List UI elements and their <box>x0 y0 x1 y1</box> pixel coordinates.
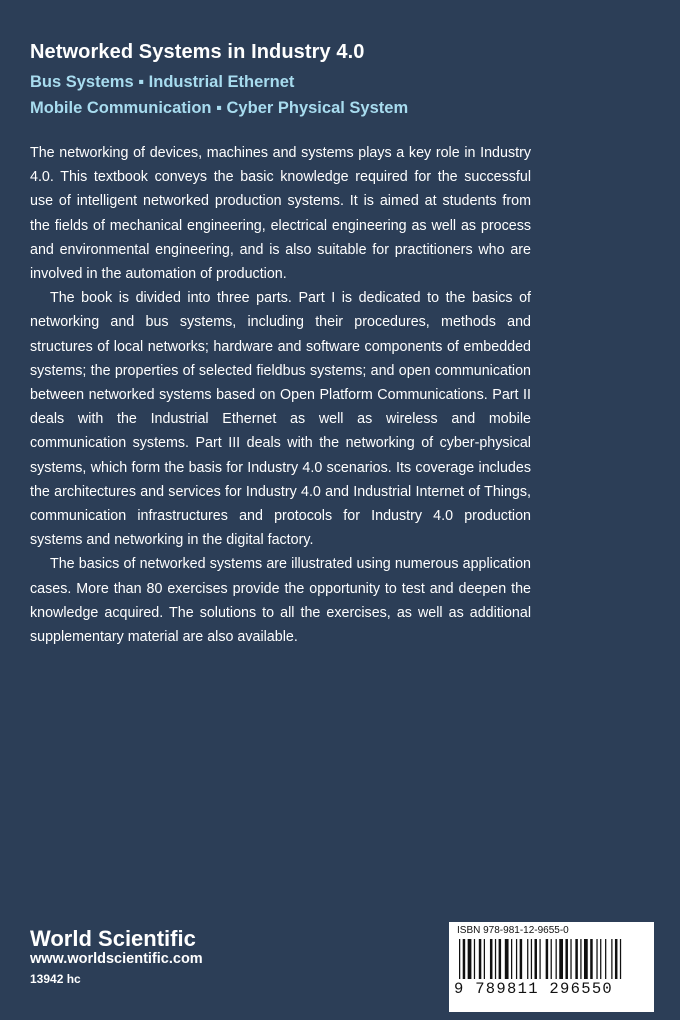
barcode-bar <box>559 939 563 979</box>
barcode-bar <box>580 939 581 979</box>
barcode-bar <box>468 939 472 979</box>
barcode-bar <box>516 939 517 979</box>
book-subtitle-line-1: Bus Systems ▪ Industrial Ethernet <box>30 73 295 91</box>
description-paragraph: The book is divided into three parts. Part I is dedicated to the basics of networking and bus systems, including their procedures, methods and structures of local networks; hardware and software components of embedded systems; the properties of selected fieldbus systems; and open communication between networked systems based on Open Platform Communications. Part II deals with the Industrial Ethernet as well as wireless and mobile communication systems. Part III deals with the networking of cyber-physical systems, which form the basis for Industry 4.0 scenarios. Its coverage includes the architectures and services for Industry 4.0 and Industrial Internet of Things, communication infrastructures and protocols for Industry 4.0 production systems and networking in the digital factory. <box>30 290 531 549</box>
product-code: 13942 hc <box>30 972 81 986</box>
barcode-bar <box>539 939 540 979</box>
barcode-bar <box>556 939 557 979</box>
book-subtitle-line-2: Mobile Communication ▪ Cyber Physical System <box>30 99 409 117</box>
barcode-bar <box>570 939 571 979</box>
description-paragraph: The basics of networked systems are illustrated using numerous application cases. More than 80 exercises provide the opportunity to test and deepen the knowledge acquired. The solutions to all the exercises, as well as additional supplementary material are also available. <box>30 556 531 646</box>
barcode-bar <box>551 939 552 979</box>
barcode-bar <box>565 939 568 979</box>
publisher-website: www.worldscientific.com <box>30 951 203 967</box>
barcode-bar <box>463 939 466 979</box>
barcode-bar <box>546 939 549 979</box>
barcode-bar <box>596 939 597 979</box>
barcode-bar <box>620 939 621 979</box>
barcode-bar <box>584 939 588 979</box>
barcode-bar <box>535 939 538 979</box>
barcode-bar <box>527 939 528 979</box>
barcode-bar <box>575 939 578 979</box>
barcode-bar <box>590 939 593 979</box>
barcode-bar <box>479 939 482 979</box>
barcode-digits: 9 789811 296550 <box>454 980 614 998</box>
barcode-bars <box>459 939 644 979</box>
book-description <box>30 141 531 649</box>
barcode-bar <box>484 939 485 979</box>
barcode-bar <box>600 939 601 979</box>
barcode-bar <box>605 939 606 979</box>
barcode-bar <box>531 939 532 979</box>
book-title: Networked Systems in Industry 4.0 <box>30 41 365 63</box>
barcode-bar <box>490 939 493 979</box>
barcode-bar <box>474 939 475 979</box>
barcode-bar <box>520 939 523 979</box>
isbn-barcode <box>449 922 654 1012</box>
barcode-bar <box>495 939 496 979</box>
barcode-bar <box>459 939 460 979</box>
publisher-name: World Scientific <box>30 926 196 951</box>
barcode-bar <box>615 939 618 979</box>
barcode-bar <box>499 939 502 979</box>
isbn-label: ISBN 978-981-12-9655-0 <box>457 925 569 936</box>
description-paragraph: The networking of devices, machines and systems plays a key role in Industry 4.0. This textbook conveys the basic knowledge required for the successful use of intelligent networked production systems. It is aimed at students from the fields of mechanical engineering, electrical engineering as well as process and environmental engineering, and is also suitable for practitioners who are involved in the automation of production. <box>30 145 531 283</box>
barcode-bar <box>511 939 512 979</box>
barcode-bar <box>611 939 612 979</box>
barcode-bar <box>505 939 509 979</box>
